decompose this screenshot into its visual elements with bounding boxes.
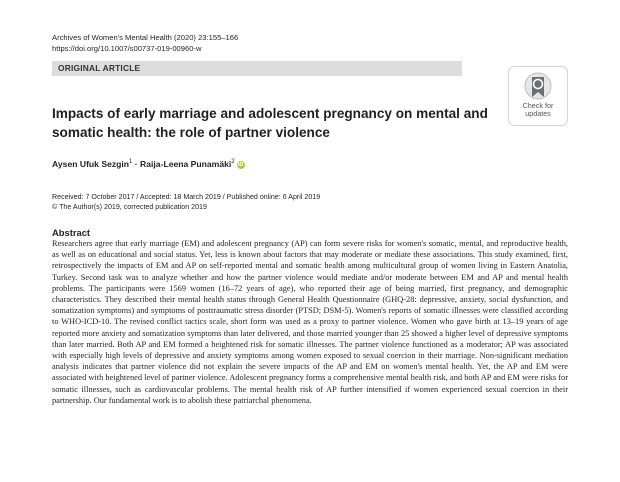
article-type-label: ORIGINAL ARTICLE bbox=[58, 63, 141, 73]
journal-citation: Archives of Women's Mental Health (2020) 23:155–166 bbox=[52, 33, 239, 42]
publication-dates: Received: 7 October 2017 / Accepted: 18 March 2019 / Published online: 6 April 2019 bbox=[52, 193, 321, 201]
abstract-heading: Abstract bbox=[52, 227, 91, 238]
affiliation-marker: 1 bbox=[129, 159, 133, 165]
author-name[interactable]: Raija-Leena Punamäki bbox=[140, 158, 232, 169]
author-separator: · bbox=[134, 158, 138, 169]
bookmark-refresh-icon bbox=[524, 72, 552, 102]
check-for-label: Check for bbox=[522, 101, 554, 110]
doi-link[interactable]: https://doi.org/10.1007/s00737-019-00960-w bbox=[52, 44, 202, 53]
paper-title: Impacts of early marriage and adolescent pregnancy on mental and somatic health: the role of partner violence bbox=[52, 106, 488, 140]
author-name[interactable]: Aysen Ufuk Sezgin bbox=[52, 158, 130, 169]
abstract-text: Researchers agree that early marriage (EM) and adolescent pregnancy (AP) can form severe risks for women's somatic, mental, and reproductive health, as well as on educational and social status. Yet, less is known about factors that may moderate or mediate these associations. This study examined, first, retrospectively the impacts of EM and AP on self-reported mental and somatic health among multicultural group of women living in Eastern Anatolia, Turkey. Second task was to analyze whether and how the partner violence would mediate and/or moderate between EM and AP and mental health problems. The participants were 1569 women (16–72 years of age), who reported their age of being married, first pregnancy, and demographic characteristics. They described their mental health status through General Health Questionnaire (GHQ-28: depressive, anxiety, social dysfunction, and somatization symptoms) and symptoms of posttraumatic stress disorder (PTSD; DSM-5). Women's reports of somatic illnesses were classified according to WHO-ICD-10. The revised conflict tactics scale, short form was used as a proxy to partner violence. Women who gave birth at 13–19 years of age reported more anxiety and somatization symptoms than later delivered, and those married younger than 25 showed a higher level of depressive symptoms than later married. Both AP and EM formed a heightened risk for somatic illnesses. The partner violence functioned as a moderator; AP was associated with especially high levels of depressive and anxiety symptoms among women exposed to sexual coercion in their marriage. Non-significant mediation analysis indicates that partner violence did not explain the severe impacts of the AP and EM on women's mental health. Yet, the AP and EM were associated with heightened level of partner violence. Adolescent pregnancy forms a comprehensive mental health risk, and both AP and EM were risks for somatic illnesses, such as cardiovascular problems. The mental health risk of AP further intensified if women experienced sexual coercion in their partnership. Our fundamental work is to abolish these patriarchal phenomena. bbox=[52, 239, 568, 405]
updates-label: updates bbox=[525, 109, 551, 118]
check-for-updates-badge[interactable] bbox=[508, 66, 568, 126]
affiliation-marker: 2 bbox=[231, 159, 235, 165]
copyright-notice: © The Author(s) 2019, corrected publication 2019 bbox=[52, 203, 207, 211]
article-type-banner bbox=[52, 61, 462, 76]
orcid-icon[interactable]: iD bbox=[237, 161, 244, 168]
author-list bbox=[52, 156, 245, 170]
